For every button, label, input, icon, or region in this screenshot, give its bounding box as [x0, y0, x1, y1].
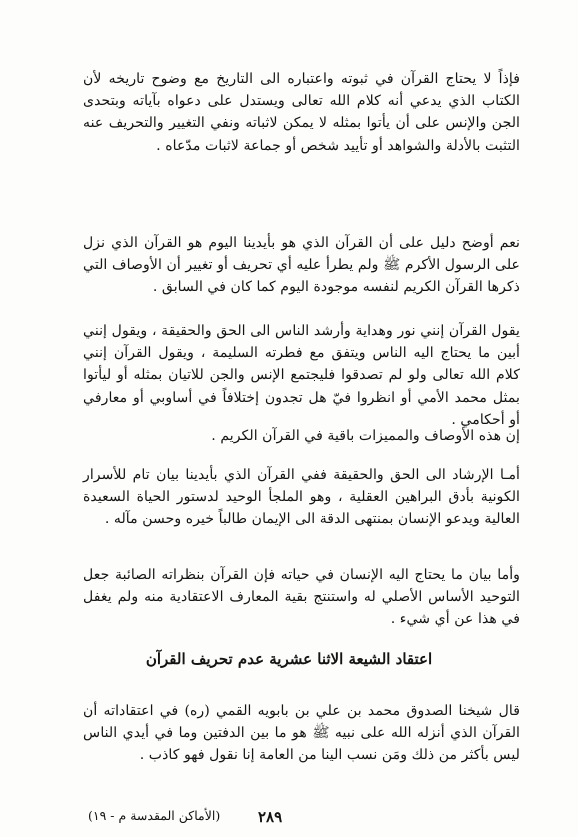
paragraph-7: قال شيخنا الصدوق محمد بن علي بن بابويه القمي (ره) في اعتقاداته أن القرآن الذي أنزله الله على نبيه ﷺ هو ما بين الدفتين وما في أيدي الناس ليس بأكثر من ذلك ومَن نسب الينا من العامة إنا نقول فهو كاذب . [83, 703, 520, 764]
paragraph-1: فإذاً لا يحتاج القرآن في ثبوته واعتباره الى التاريخ مع وضوح تاريخه لأن الكتاب الذي يدعي أنه كلام الله تعالى ويستدل على دعواه بآياته وبتحدى الجن والإنس على أن يأتوا بمثله لا يمكن لاثباته ونفي التغيير والتحريف عنه التثبت بالأدلة والشواهد أو تأييد شخص أو جماعة لاثبات مدّعاه . [83, 71, 520, 154]
paragraph-3: يقول القرآن إنني نور وهداية وأرشد الناس الى الحق والحقيقة ، ويقول إنني أبين ما يحتاج اليه الناس ويتفق مع فطرته السليمة ، ويقول القرآن إنني كلام الله تعالى ولو لم تصدقوا فليجتمع الإنس والجن للاتيان بمثله أو ليأتوا بمثل محمد الأمي أو انظروا فيّ هل تجدون إختلافاً في أساوبي أو معارفي أو أحكامي . [83, 323, 520, 428]
paragraph-6: وأما بيان ما يحتاج اليه الإنسان في حياته فإن القرآن بنظراته الصائبة جعل التوحيد الأساس الأصلي له واستنتج بقية المعارف الاعتقادية منه ولم يغفل في هذا عن أي شيء . [83, 567, 520, 628]
paragraph-2: نعم أوضح دليل على أن القرآن الذي هو بأيدينا اليوم هو القرآن الذي نزل على الرسول الأكرم ﷺ ولم يطرأ عليه أي تحريف أو تغيير أن الأوصاف التي ذكرها القرآن الكريم لنفسه موجودة اليوم كما كان في السابق . [83, 235, 520, 296]
section-heading: اعتقاد الشيعة الاثنا عشرية عدم تحريف القرآن [145, 650, 433, 668]
paragraph-5: أمـا الإرشاد الى الحق والحقيقة ففي القرآن الذي بأيدينا بيان تام للأسرار الكونية بأدق البراهين العقلية ، وهو الملجأ الوحيد لدستور الحياة السعيدة العالية ويدعو الإنسان بمنتهى الدقة الى الإيمان طالباً خيره وحسن مآله . [83, 467, 520, 528]
page-number: ٢٨٩ [258, 808, 283, 826]
signature-mark: (الأماكن المقدسة م - ١٩) [88, 808, 221, 823]
paragraph-4: إن هذه الأوصاف والمميزات باقية في القرآن الكريم . [211, 428, 520, 444]
